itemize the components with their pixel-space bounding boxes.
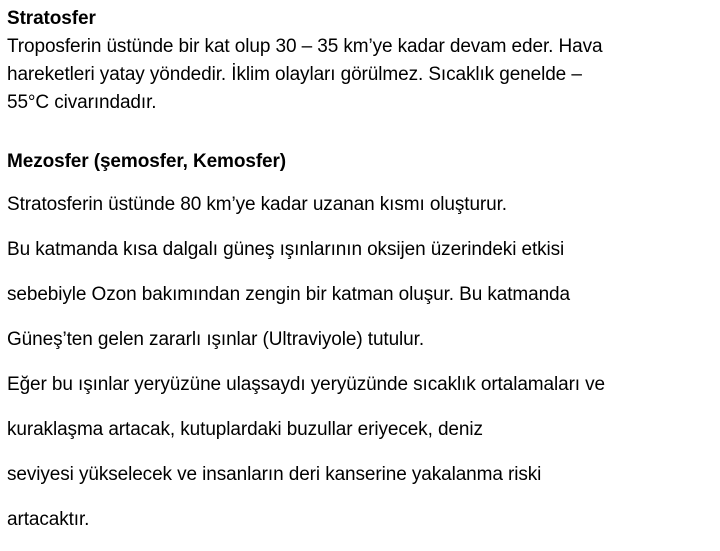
- stratosfer-line: Troposferin üstünde bir kat olup 30 – 35 km’ye kadar devam eder. Hava: [7, 36, 603, 57]
- mezosfer-heading: Mezosfer (şemosfer, Kemosfer): [7, 151, 287, 172]
- stratosfer-line: 55°C civarındadır.: [7, 92, 157, 113]
- stratosfer-section: [7, 5, 713, 117]
- mezosfer-line: kuraklaşma artacak, kutuplardaki buzullar eriyecek, deniz: [7, 419, 483, 440]
- mezosfer-line: Eğer bu ışınlar yeryüzüne ulaşsaydı yeryüzünde sıcaklık ortalamaları ve: [7, 374, 606, 395]
- stratosfer-line: hareketleri yatay yöndedir. İklim olayları görülmez. Sıcaklık genelde –: [7, 64, 582, 85]
- mezosfer-line: artacaktır.: [7, 509, 90, 530]
- mezosfer-line: seviyesi yükselecek ve insanların deri kanserine yakalanma riski: [7, 464, 542, 485]
- mezosfer-line: Bu katmanda kısa dalgalı güneş ışınlarının oksijen üzerindeki etkisi: [7, 239, 565, 260]
- mezosfer-line: Güneş’ten gelen zararlı ışınlar (Ultraviyole) tutulur.: [7, 329, 425, 350]
- stratosfer-heading: Stratosfer: [7, 8, 96, 29]
- mezosfer-section: [7, 148, 713, 551]
- mezosfer-line: Stratosferin üstünde 80 km’ye kadar uzanan kısmı oluşturur.: [7, 194, 507, 215]
- mezosfer-line: sebebiyle Ozon bakımından zengin bir katman oluşur. Bu katmanda: [7, 284, 570, 305]
